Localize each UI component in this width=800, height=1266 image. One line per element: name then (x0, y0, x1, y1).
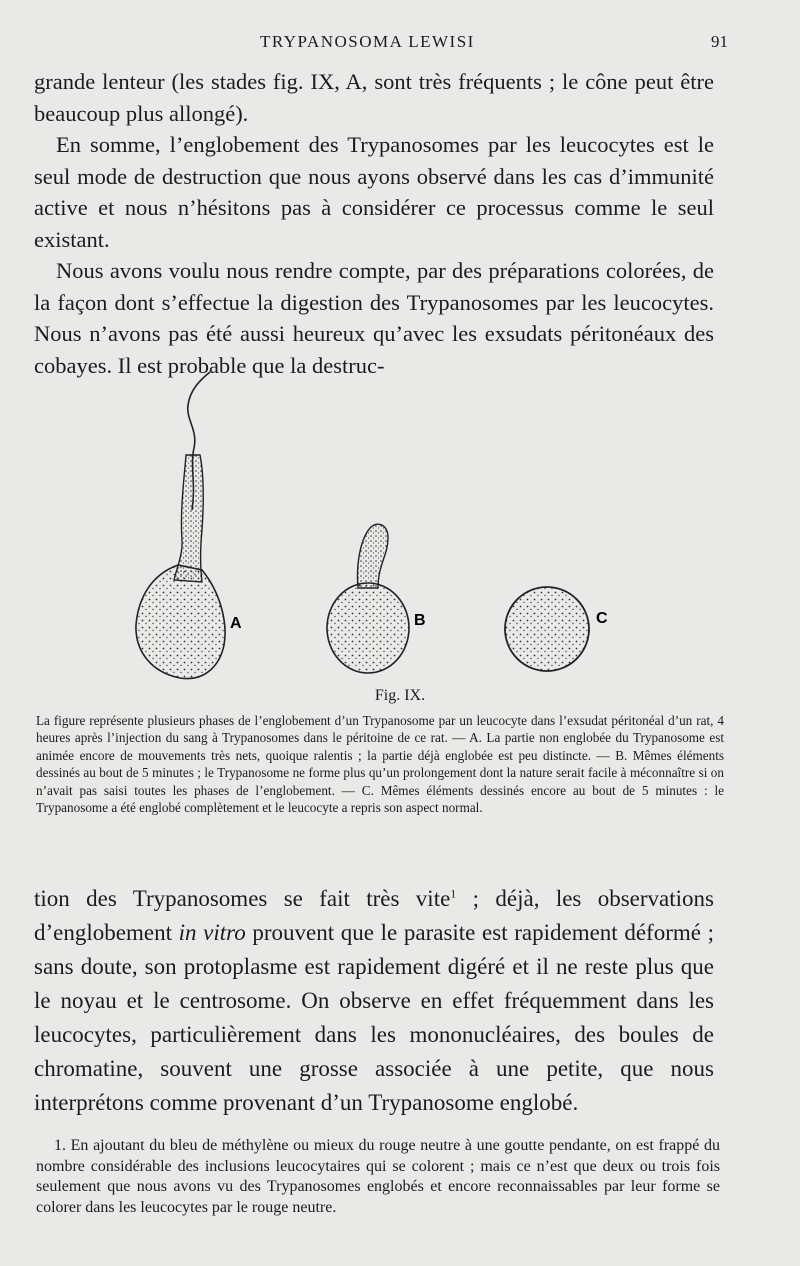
stage-b-drawing (327, 524, 409, 673)
stage-a-drawing (136, 372, 225, 679)
text-run: prouvent que le parasite est rapidement déformé ; sans doute, son protoplasme est rapidement digéré et il ne reste plus que le noyau et le centrosome. On observe en effet fréquemment dans les leucocytes, particulièrement dans les mononucléaires, des boules de chromatine, souvent une grosse associée à une petite, que nous interprétons comme provenant d’un Trypanosome englobé. (34, 920, 714, 1115)
paragraph (34, 882, 714, 1120)
figure-caption-text: La figure représente plusieurs phases de l’englobement d’un Trypanosome par un leucocyte dans l’exsudat péritonéal d’un rat, 4 heures après l’injection du sang à Trypanosomes dans le péritoine de ce rat. — A. La partie non englobée du Trypanosome est animée encore de mouvements très nets, quoique ralentis ; la partie déjà englobée est peu distincte. — B. Mêmes éléments dessinés au bout de 5 minutes ; le Trypanosome ne forme plus qu’un prolongement dont la nature serait facile à méconnaître si on n’avait pas saisi toutes les phases de l’englobement. — C. Mêmes éléments dessinés encore au bout de 5 minutes : le Trypanosome a été englobé complètement et le leucocyte a repris son aspect normal. (36, 713, 724, 816)
paragraph: grande lenteur (les stades fig. IX, A, sont très fréquents ; le cône peut être beaucoup plus allongé). (34, 69, 714, 126)
text-run: ; déjà, les observations d’englobement (34, 886, 714, 945)
text-run: tion des Trypanosomes se fait très vite (34, 886, 451, 911)
figure-caption (36, 712, 724, 816)
italic-text: in vitro (178, 920, 246, 945)
figure-label-b: B (414, 612, 426, 629)
body-text-bottom (34, 882, 714, 1120)
footnote (36, 1136, 720, 1218)
figure-ix (120, 360, 660, 690)
running-title: TRYPANOSOMA LEWISI (260, 32, 475, 51)
footnote-marker: 1 (450, 886, 457, 901)
page-number: 91 (711, 32, 728, 51)
figure-label-c: C (596, 610, 608, 627)
figure-title: Fig. IX. (374, 687, 426, 704)
body-text-top (34, 66, 714, 381)
paragraph: Nous avons voulu nous rendre compte, par des préparations colorées, de la façon dont s’effectue la digestion des Trypanosomes par les leucocytes. Nous n’avons pas été aussi heureux qu’avec les exsudats péritonéaux des cobayes. Il est probable que la destruc- (34, 258, 714, 378)
figure-illustration (120, 360, 660, 690)
figure-label-a: A (230, 615, 242, 632)
stage-c-drawing (505, 587, 589, 671)
running-head (0, 32, 800, 56)
footnote-text: 1. En ajoutant du bleu de méthylène ou mieux du rouge neutre à une goutte pendante, on est frappé du nombre considérable des inclusions leucocytaires qui se colorent ; mais ce n’est que deux ou trois fois seulement que nous avons vu des Trypanosomes englobés et encore reconnaissables par leur forme se colorer dans les leucocytes par le rouge neutre. (36, 1137, 720, 1216)
paragraph: En somme, l’englobement des Trypanosomes par les leucocytes est le seul mode de destruction que nous ayons observé dans les cas d’immunité active et nous n’hésitons pas à considérer ce processus comme le seul existant. (34, 132, 714, 252)
